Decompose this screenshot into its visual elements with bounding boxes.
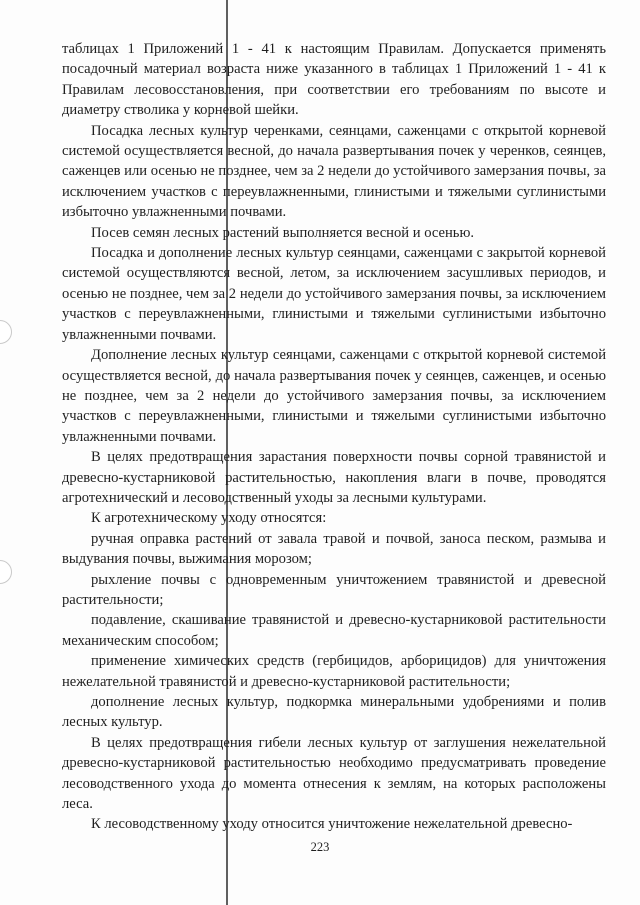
list-item: ручная оправка растений от завала травой и почвой, заноса песком, размыва и выдувания почвы, выжимания морозом; [62,530,606,568]
paragraph: К агротехническому уходу относятся: [91,510,327,527]
punch-hole-bottom [0,560,12,584]
paragraph: В целях предотвращения зарастания поверхности почвы сорной травянистой и древесно-кустарниковой растительностью, накопления влаги в почве, проводятся агротехнический и лесоводственный уходы за лесными культурами. [62,449,606,506]
paragraph: Дополнение лесных культур сеянцами, саженцами с открытой корневой системой осуществляется весной, до начала развертывания почек у сеянцев, саженцев, и осенью не позднее, чем за 2 недели до устойчивого замерзания почвы, за исключением участков с переувлажненными, глинистыми и тяжелыми суглинистыми избыточно увлажненными почвами. [62,347,606,445]
paragraph: В целях предотвращения гибели лесных культур от заглушения нежелательной древесно-кустарниковой растительностью необходимо предусматривать проведение лесоводственного ухода до момента отнесения к землям, на которых расположены леса. [62,734,606,813]
paragraph: Посадка лесных культур черенками, сеянцами, саженцами с открытой корневой системой осуществляется весной, до начала развертывания почек у черенков, сеянцев, саженцев или осенью не позднее, чем за 2 недели до устойчивого замерзания почвы, за исключением участков с переувлажненными, глинистыми и тяжелыми суглинистыми избыточно увлажненными почвами. [62,122,607,221]
page-number: 223 [310,840,330,854]
paragraph: Посев семян лесных растений выполняется весной и осенью. [91,224,475,241]
paragraph: Посадка и дополнение лесных культур сеянцами, саженцами с закрытой корневой системой осуществляются весной, летом, за исключением засушливых периодов, и осенью не позднее, чем за 2 недели до устойчивого замерзания почвы, за исключением участков с переувлажненными, глинистыми и тяжелыми суглинистыми избыточно увлажненными почвами. [62,245,606,343]
punch-hole-top [0,320,12,344]
list-item: применение химических средств (гербицидов, арборицидов) для уничтожения нежелательной травянистой и древесно-кустарниковой растительности; [62,653,606,690]
list-item: рыхление почвы с одновременным уничтожением травянистой и древесной растительности; [62,571,606,608]
document-body [62,39,606,835]
list-item: дополнение лесных культур, подкормка минеральными удобрениями и полив лесных культур. [62,694,606,731]
list-item: подавление, скашивание травянистой и древесно-кустарниковой растительности механическим способом; [62,612,606,649]
paragraph: К лесоводственному уходу относится уничтожение нежелательной древесно- [91,816,573,833]
paragraph: таблицах 1 Приложений 1 - 41 к настоящим Правилам. Допускается применять посадочный материал возраста ниже указанного в таблицах 1 Приложений 1 - 41 к Правилам лесовосстановления, при соответствии его требованиям по высоте и диаметру стволика у корневой шейки. [62,41,606,119]
